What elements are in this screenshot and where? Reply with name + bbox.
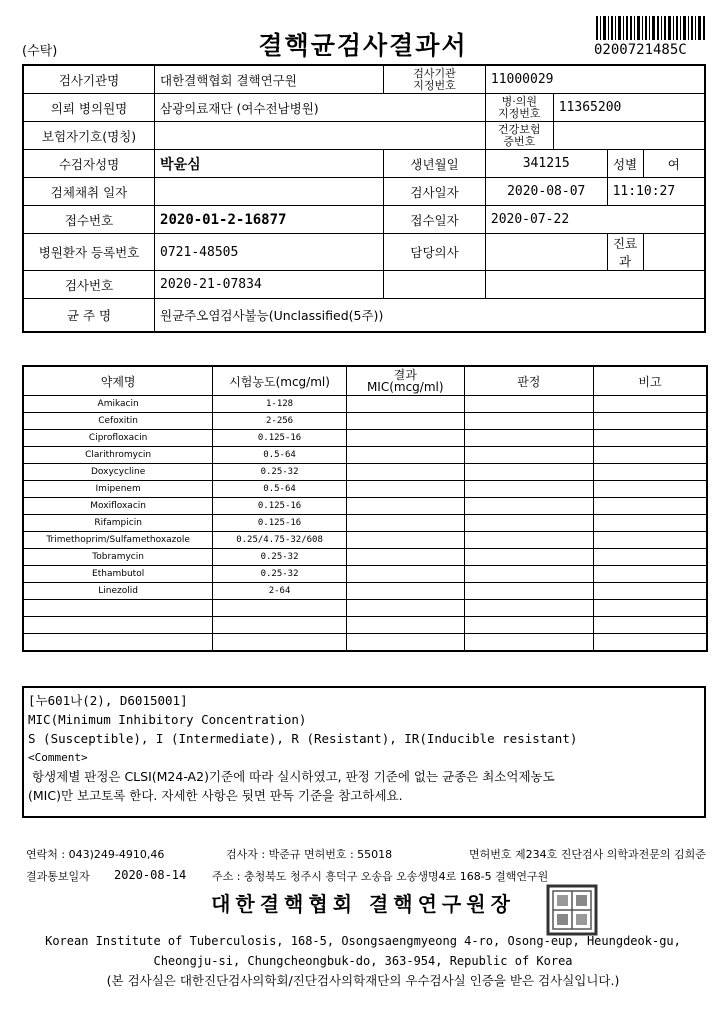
- receipt-no-label: 접수번호: [23, 206, 155, 234]
- official-seal-stamp: [546, 884, 598, 936]
- physician: 면허번호 제234호 진단검사 의학과전문의 김희준: [469, 848, 706, 861]
- patient-name-label: 수검자성명: [23, 150, 155, 178]
- dept: [643, 234, 705, 271]
- remark: [594, 396, 708, 413]
- drug-name: Linezolid: [23, 583, 213, 600]
- test-range: 0.25/4.75-32/608: [213, 532, 347, 549]
- table-row: [23, 532, 707, 549]
- designation-no-label: 검사기관 지정번호: [384, 65, 486, 94]
- mic-result: [346, 515, 464, 532]
- notes-box: [22, 686, 706, 818]
- table-row: [23, 600, 707, 617]
- judgment: [464, 515, 593, 532]
- birth-label: 생년월일: [384, 150, 486, 178]
- col-header-remark: 비고: [594, 366, 708, 396]
- notes-comment-label: <Comment>: [28, 751, 88, 764]
- receipt-no: 2020-01-2-16877: [155, 206, 384, 234]
- remark: [594, 430, 708, 447]
- judgment: [464, 634, 593, 652]
- mic-result: [346, 447, 464, 464]
- test-range: [213, 617, 347, 634]
- judgment: [464, 498, 593, 515]
- mic-result: [346, 430, 464, 447]
- address-en-line1: Korean Institute of Tuberculosis, 168-5, Osongsaengmyeong 4-ro, Osong-eup, Heungdeok-gu,: [45, 934, 681, 948]
- hospital-designation-label: 병·의원 지정번호: [485, 94, 553, 122]
- table-row: [23, 617, 707, 634]
- document-title: 결핵균검사결과서: [258, 31, 468, 60]
- judgment: [464, 583, 593, 600]
- test-range: 2-64: [213, 583, 347, 600]
- drug-name: Trimethoprim/Sulfamethoxazole: [23, 532, 213, 549]
- mic-result: [346, 396, 464, 413]
- insurer-code-label: 보험자기호(명칭): [23, 122, 155, 150]
- test-date: 2020-08-07: [485, 178, 607, 206]
- mic-result: [346, 600, 464, 617]
- report-date-label: 결과통보일자: [26, 870, 90, 883]
- remark: [594, 634, 708, 652]
- mic-result: [346, 532, 464, 549]
- remark: [594, 600, 708, 617]
- report-date: 2020-08-14: [114, 868, 187, 882]
- table-row: [23, 566, 707, 583]
- judgment: [464, 396, 593, 413]
- col-header-range: 시험농도(mcg/ml): [213, 366, 347, 396]
- judgment: [464, 447, 593, 464]
- barcode-number: 0200721485C: [594, 42, 687, 58]
- test-no-label: 검사번호: [23, 271, 155, 299]
- species: 원균주오염검사불능(Unclassified(5주)): [155, 299, 705, 333]
- patient-name: 박윤심: [155, 150, 384, 178]
- birth: 341215: [485, 150, 607, 178]
- health-insurance-label: 건강보험 증번호: [485, 122, 553, 150]
- designation-no: 11000029: [485, 65, 705, 94]
- remark: [594, 549, 708, 566]
- judgment: [464, 464, 593, 481]
- remark: [594, 566, 708, 583]
- sex-label: 성별: [607, 150, 643, 178]
- drug-name: Clarithromycin: [23, 447, 213, 464]
- table-row: [23, 549, 707, 566]
- drug-name: [23, 617, 213, 634]
- drug-name: Moxifloxacin: [23, 498, 213, 515]
- table-row: [23, 396, 707, 413]
- mic-result: [346, 498, 464, 515]
- receipt-date-label: 접수일자: [384, 206, 486, 234]
- mic-result: [346, 464, 464, 481]
- table-row: [23, 430, 707, 447]
- table-row: [23, 515, 707, 532]
- remark: [594, 481, 708, 498]
- mic-result: [346, 566, 464, 583]
- table-row: [23, 447, 707, 464]
- drug-name: Ethambutol: [23, 566, 213, 583]
- judgment: [464, 600, 593, 617]
- notes-legend: S (Susceptible), I (Intermediate), R (Resistant), IR(Inducible resistant): [28, 731, 578, 746]
- receipt-date: 2020-07-22: [485, 206, 705, 234]
- test-no: 2020-21-07834: [155, 271, 384, 299]
- test-date-label: 검사일자: [384, 178, 486, 206]
- judgment: [464, 532, 593, 549]
- susceptibility-table: [22, 365, 708, 652]
- test-range: 0.5-64: [213, 447, 347, 464]
- remark: [594, 498, 708, 515]
- drug-name: Tobramycin: [23, 549, 213, 566]
- test-range: [213, 634, 347, 652]
- test-range: 0.25-32: [213, 464, 347, 481]
- table-row: [23, 583, 707, 600]
- table-row: [23, 464, 707, 481]
- remark: [594, 464, 708, 481]
- referring-hospital-label: 의뢰 병의원명: [23, 94, 155, 122]
- judgment: [464, 413, 593, 430]
- test-range: 0.125-16: [213, 498, 347, 515]
- remark: [594, 617, 708, 634]
- remark: [594, 413, 708, 430]
- col-header-drug: 약제명: [23, 366, 213, 396]
- collect-date-label: 검체채취 일자: [23, 178, 155, 206]
- remark: [594, 447, 708, 464]
- notes-comment-line2: (MIC)만 보고토록 한다. 자세한 사항은 뒷면 판독 기준을 참고하세요.: [28, 788, 403, 803]
- judgment: [464, 549, 593, 566]
- address-english: [0, 931, 726, 971]
- inspection-org: 대한결핵협회 결핵연구원: [155, 65, 384, 94]
- col-header-mic: 결과 MIC(mcg/ml): [346, 366, 464, 396]
- insurer-code: [155, 122, 486, 150]
- mic-result: [346, 481, 464, 498]
- mic-result: [346, 634, 464, 652]
- judgment: [464, 617, 593, 634]
- doctor-label: 담당의사: [384, 234, 486, 271]
- test-range: [213, 600, 347, 617]
- drug-name: Rifampicin: [23, 515, 213, 532]
- judgment: [464, 481, 593, 498]
- patient-reg-label: 병원환자 등록번호: [23, 234, 155, 271]
- doctor: [485, 234, 607, 271]
- collect-date: [155, 178, 384, 206]
- address-en-line2: Cheongju-si, Chungcheongbuk-do, 363-954, Republic of Korea: [153, 954, 573, 968]
- notes-mic: MIC(Minimum Inhibitory Concentration): [28, 712, 307, 727]
- drug-name: [23, 600, 213, 617]
- species-label: 균 주 명: [23, 299, 155, 333]
- dept-label: 진료과: [607, 234, 643, 271]
- test-range: 1-128: [213, 396, 347, 413]
- barcode-image: [596, 16, 706, 40]
- patient-reg: 0721-48505: [155, 234, 384, 271]
- test-range: 0.125-16: [213, 430, 347, 447]
- drug-name: Amikacin: [23, 396, 213, 413]
- remark: [594, 515, 708, 532]
- organization-name: 대한결핵협회 결핵연구원장: [211, 892, 515, 916]
- mic-result: [346, 583, 464, 600]
- certification-note: (본 검사실은 대한진단검사의학회/진단검사의학재단의 우수검사실 인증을 받은 검사실입니다.): [106, 973, 620, 988]
- judgment: [464, 566, 593, 583]
- drug-name: Ciprofloxacin: [23, 430, 213, 447]
- mic-result: [346, 549, 464, 566]
- notes-comment-line1: 항생제별 판정은 CLSI(M24-A2)기준에 따라 실시하였고, 판정 기준에 없는 균종은 최소억제농도: [28, 769, 555, 784]
- hospital-designation: 11365200: [553, 94, 705, 122]
- blank-cell: [384, 271, 486, 299]
- drug-name: [23, 634, 213, 652]
- table-row: [23, 481, 707, 498]
- drug-name: Doxycycline: [23, 464, 213, 481]
- blank-cell: [485, 271, 705, 299]
- sex: 여: [643, 150, 705, 178]
- notes-code: [누601나(2), D6015001]: [28, 693, 188, 708]
- table-row: [23, 634, 707, 652]
- test-range: 0.125-16: [213, 515, 347, 532]
- remark: [594, 583, 708, 600]
- examiner: 검사자 : 박준규 면허번호 : 55018: [226, 848, 393, 861]
- test-range: 0.5-64: [213, 481, 347, 498]
- remark: [594, 532, 708, 549]
- table-row: [23, 498, 707, 515]
- patient-info-table: [22, 64, 706, 333]
- drug-name: Cefoxitin: [23, 413, 213, 430]
- health-insurance: [553, 122, 705, 150]
- contact: 연락처 : 043)249-4910,46: [26, 848, 165, 861]
- test-range: 0.25-32: [213, 566, 347, 583]
- test-range: 0.25-32: [213, 549, 347, 566]
- inspection-org-label: 검사기관명: [23, 65, 155, 94]
- mic-result: [346, 413, 464, 430]
- copy-tag: (수탁): [22, 44, 58, 59]
- drug-name: Imipenem: [23, 481, 213, 498]
- address-kr: 주소 : 충청북도 청주시 흥덕구 오송읍 오송생명4로 168-5 결핵연구원: [212, 870, 549, 883]
- test-range: 2-256: [213, 413, 347, 430]
- test-time: 11:10:27: [607, 178, 705, 206]
- col-header-judgment: 판정: [464, 366, 593, 396]
- judgment: [464, 430, 593, 447]
- referring-hospital: 삼광의료재단 (여수전남병원): [155, 94, 486, 122]
- mic-result: [346, 617, 464, 634]
- table-row: [23, 413, 707, 430]
